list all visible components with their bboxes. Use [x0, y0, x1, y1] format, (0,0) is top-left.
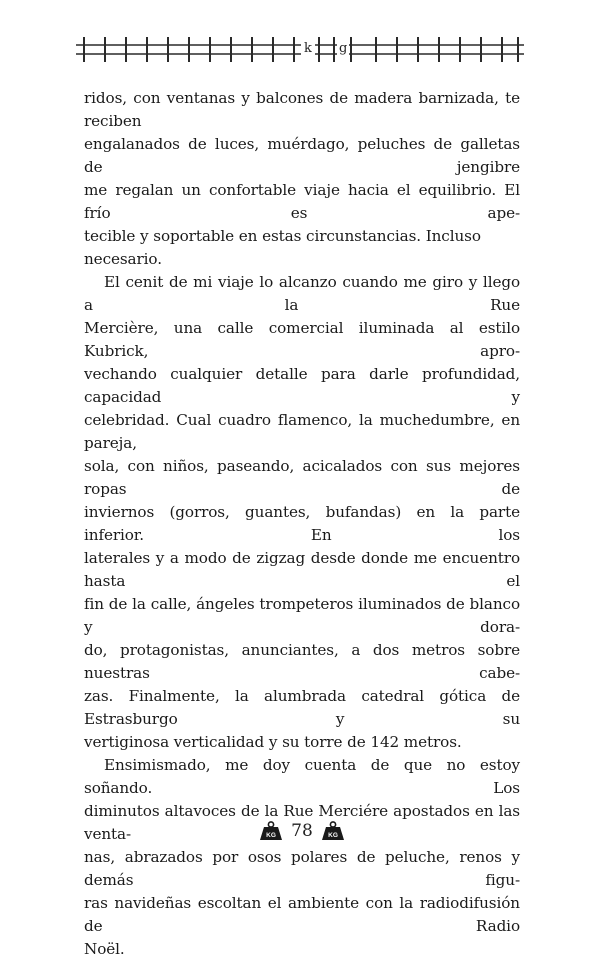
text-line: El cenit de mi viaje lo alcanzo cuando me giro y llego a la Rue [84, 273, 520, 314]
page-footer [0, 818, 604, 844]
header-rail [76, 32, 524, 66]
text-line: zas. Finalmente, la alumbrada catedral gótica de Estrasburgo y su [84, 687, 520, 728]
paragraph [84, 87, 520, 271]
kg-weight-icon [321, 821, 345, 841]
paragraph [84, 754, 520, 961]
text-line: sola, con niños, paseando, acicalados con sus mejores ropas de [84, 457, 520, 498]
header-letter-k: k [304, 41, 312, 56]
text-line: Ensimismado, me doy cuenta de que no estoy soñando. Los [84, 756, 520, 797]
text-line: celebridad. Cual cuadro flamenco, la muchedumbre, en pareja, [84, 411, 520, 452]
page-number: 78 [291, 821, 313, 841]
text-line: fin de la calle, ángeles trompeteros iluminados de blanco y dora- [84, 595, 520, 636]
text-line: Noël. [84, 940, 125, 958]
text-line: nas, abrazados por osos polares de peluche, renos y demás figu- [84, 848, 520, 889]
text-line: diminutos altavoces de la Rue Merciére apostados en las venta- [84, 802, 520, 843]
paragraph [84, 271, 520, 754]
text-line: ridos, con ventanas y balcones de madera barnizada, te reciben [84, 89, 520, 130]
text-line: engalanados de luces, muérdago, peluches de galletas de jengibre [84, 135, 520, 176]
rail-track-icon [76, 32, 524, 66]
kg-weight-icon [259, 821, 283, 841]
text-line: vechando cualquier detalle para darle profundidad, capacidad y [84, 365, 520, 406]
text-line: Mercière, una calle comercial iluminada al estilo Kubrick, apro- [84, 319, 520, 360]
kg-label: KG [327, 832, 338, 839]
text-line: me regalan un confortable viaje hacia el equilibrio. El frío es ape- [84, 181, 520, 222]
text-line: inviernos (gorros, guantes, bufandas) en la parte inferior. En los [84, 503, 520, 544]
text-line: tecible y soportable en estas circunstancias. Incluso necesario. [84, 227, 481, 268]
text-line: do, protagonistas, anunciantes, a dos metros sobre nuestras cabe- [84, 641, 520, 682]
header-letter-g: g [339, 41, 348, 56]
kg-label: KG [266, 832, 277, 839]
text-line: ras navideñas escoltan el ambiente con la radiodifusión de Radio [84, 894, 520, 935]
text-line: vertiginosa verticalidad y su torre de 142 metros. [84, 733, 462, 751]
text-line: laterales y a modo de zigzag desde donde me encuentro hasta el [84, 549, 520, 590]
